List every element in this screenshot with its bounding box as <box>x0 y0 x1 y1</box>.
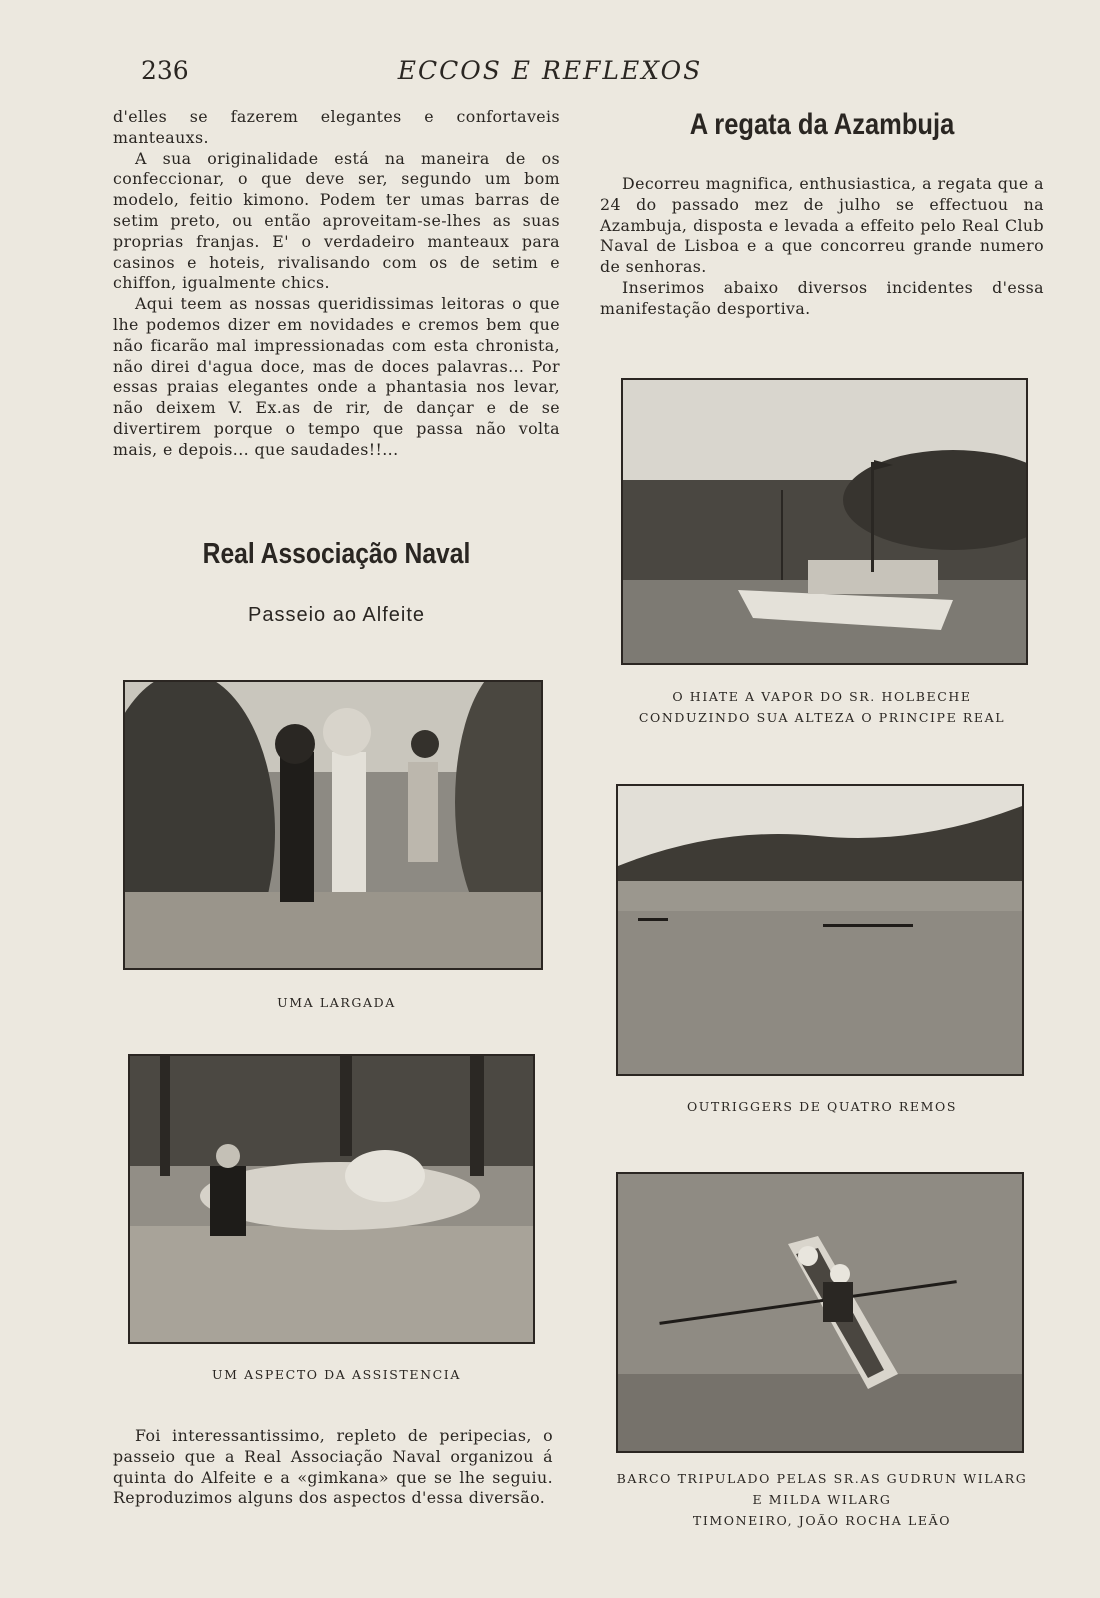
left-column-text <box>113 107 560 461</box>
caption-line: O HIATE A VAPOR DO SR. HOLBECHE <box>672 689 972 704</box>
paragraph: Aqui teem as nossas queridissimas leitoras o que lhe podemos dizer em novidades e cremos bem que não ficarão mal impressionadas com esta chronista, não direi d'agua doce, mas de doces palavras... Por essas praias elegantes onde a phantasia nos levar, não deixem V. Ex.as de rir, de dançar e de se divertirem porque o tempo que passa não volta mais, e depois... que saudades!!... <box>113 294 560 459</box>
paragraph: Foi interessantissimo, repleto de peripecias, o passeio que a Real Associação Naval organizou á quinta do Alfeite e a «gimkana» que se lhe seguiu. Reproduzimos alguns dos aspectos d'essa diversão. <box>113 1426 553 1508</box>
running-title: ECCOS E REFLEXOS <box>397 56 703 85</box>
closing-text <box>113 1426 553 1509</box>
photo-caption <box>600 686 1044 728</box>
section-title: A regata da Azambuja <box>689 108 955 141</box>
photo-hiate <box>621 378 1028 665</box>
section-subtitle: Passeio ao Alfeite <box>248 604 425 626</box>
caption-line: E MILDA WILARG <box>752 1492 892 1507</box>
right-column-text <box>600 174 1044 320</box>
paragraph: d'elles se fazerem elegantes e confortaveis manteauxs. <box>113 107 560 147</box>
photo-caption: UM ASPECTO DA ASSISTENCIA <box>212 1367 461 1382</box>
caption-line: BARCO TRIPULADO PELAS SR.AS GUDRUN WILARG <box>616 1471 1028 1486</box>
photo-caption <box>600 1468 1044 1531</box>
page-number: 236 <box>141 56 189 85</box>
photo-assistencia <box>128 1054 535 1344</box>
photo-caption: OUTRIGGERS DE QUATRO REMOS <box>686 1099 958 1114</box>
photo-caption: UMA LARGADA <box>277 995 396 1010</box>
photo-uma-largada <box>123 680 543 970</box>
photo-barco <box>616 1172 1024 1453</box>
paragraph: Decorreu magnifica, enthusiastica, a regata que a 24 do passado mez de julho se effectuou na Azambuja, disposta e levada a effeito pelo Real Club Naval de Lisboa e a que concorreu grande numero de senhoras. <box>600 174 1044 277</box>
photo-outriggers <box>616 784 1024 1076</box>
paragraph: A sua originalidade está na maneira de os confeccionar, o que deve ser, segundo um bom modelo, feitio kimono. Podem ter umas barras de setim preto, ou então aproveitam-se-lhes as suas proprias franjas. E' o verdadeiro manteaux para casinos e hoteis, rivalisando com os de setim e chiffon, igualmente chics. <box>113 148 560 293</box>
section-title: Real Associação Naval <box>202 538 471 570</box>
caption-line: TIMONEIRO, JOÃO ROCHA LEÃO <box>692 1513 952 1528</box>
caption-line: CONDUZINDO SUA ALTEZA O PRINCIPE REAL <box>638 710 1006 725</box>
paragraph: Inserimos abaixo diversos incidentes d'essa manifestação desportiva. <box>600 277 1044 318</box>
